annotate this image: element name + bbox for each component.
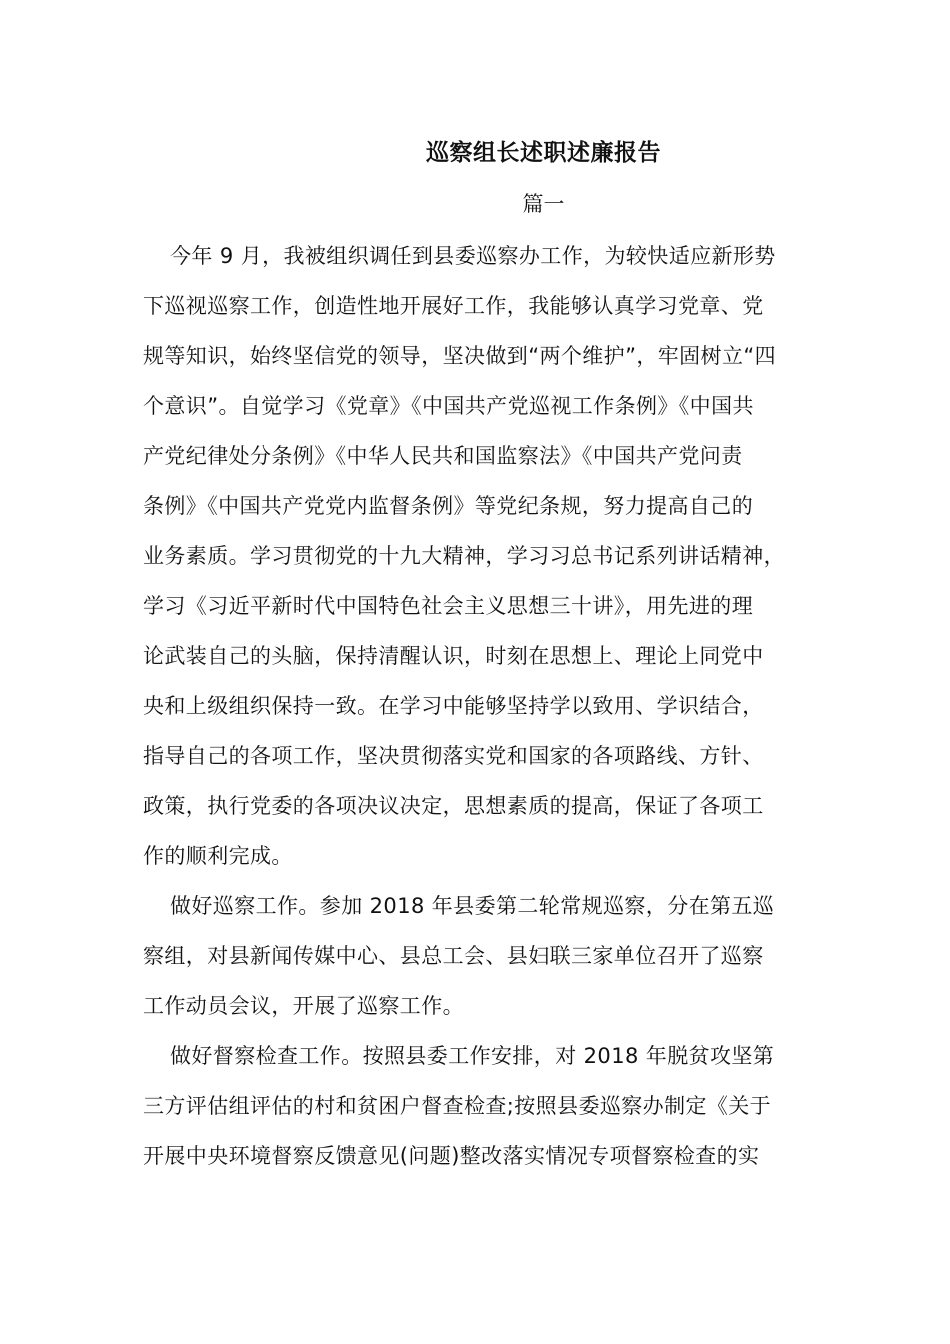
paragraph-line: 今年 9 月，我被组织调任到县委巡察办工作，为较快适应新形势 [170,244,776,268]
paragraph-line: 个意识”。自觉学习《党章》《中国共产党巡视工作条例》《中国共 [143,394,754,418]
paragraph-line: 政策，执行党委的各项决议决定，思想素质的提高，保证了各项工 [143,794,764,818]
paragraph-line: 学习《习近平新时代中国特色社会主义思想三十讲》，用先进的理 [143,594,754,618]
paragraph-line: 做好巡察工作。参加 2018 年县委第二轮常规巡察，分在第五巡 [170,894,775,918]
paragraph-line: 业务素质。学习贯彻党的十九大精神，学习习总书记系列讲话精神， [143,544,785,568]
paragraph-line: 工作动员会议，开展了巡察工作。 [143,994,464,1018]
paragraph-line: 产党纪律处分条例》《中华人民共和国监察法》《中国共产党问责 [143,444,743,468]
paragraph-line: 作的顺利完成。 [143,844,293,868]
paragraph-line: 指导自己的各项工作，坚决贯彻落实党和国家的各项路线、方针、 [143,744,764,768]
paragraph-line: 论武装自己的头脑，保持清醒认识，时刻在思想上、理论上同党中 [143,644,764,668]
paragraph-line: 三方评估组评估的村和贫困户督查检查;按照县委巡察办制定《关于 [143,1094,772,1118]
paragraph-line: 察组，对县新闻传媒中心、县总工会、县妇联三家单位召开了巡察 [143,944,764,968]
document-subtitle: 篇一 [522,192,565,216]
paragraph-line: 做好督察检查工作。按照县委工作安排，对 2018 年脱贫攻坚第 [170,1044,775,1068]
paragraph-line: 下巡视巡察工作，创造性地开展好工作，我能够认真学习党章、党 [143,294,764,318]
document-title: 巡察组长述职述廉报告 [426,140,661,166]
paragraph-line: 规等知识，始终坚信党的领导，坚决做到“两个维护”，牢固树立“四 [143,344,777,368]
paragraph-line: 条例》《中国共产党党内监督条例》等党纪条规，努力提高自己的 [143,494,754,518]
paragraph-line: 开展中央环境督察反馈意见(问题)整改落实情况专项督察检查的实 [143,1144,760,1168]
paragraph-line: 央和上级组织保持一致。在学习中能够坚持学以致用、学识结合， [143,694,764,718]
